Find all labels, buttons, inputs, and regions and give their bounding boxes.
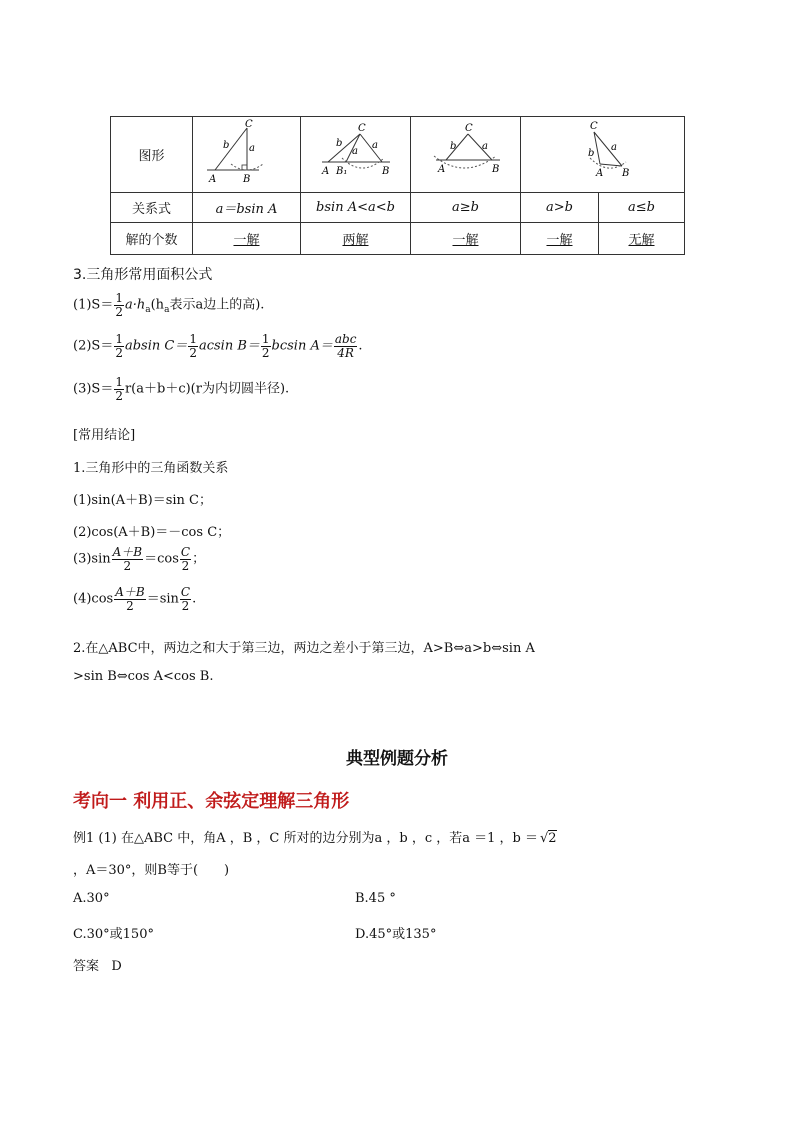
area-formula-1: (1)S＝ $\frac{1}{2}$ $a\cdot h_a(h_a$表示a边上的高). (73, 291, 265, 319)
svg-text:a: a (351, 145, 358, 157)
svg-text:A: A (437, 163, 445, 175)
svg-text:C: C (357, 122, 366, 134)
figure-case-3 (411, 117, 521, 193)
identity-4: (4)cos $\frac{A+B}{2}$ ＝sin $\frac{C}{2}$ . (73, 585, 197, 613)
row-label-solutions: 解的个数 (111, 223, 193, 255)
answer-label: 答案 (73, 959, 100, 974)
svg-text:C: C (589, 120, 598, 132)
sqrt-symbol: √ (540, 831, 549, 846)
svg-text:a: a (248, 142, 255, 154)
answer-value: D (111, 959, 122, 974)
question-line-2: ，A＝30°，则B等于( ) (73, 863, 230, 878)
svg-text:b: b (587, 147, 594, 159)
relation-4: a>b (521, 193, 599, 223)
svg-text:A: A (595, 167, 603, 179)
examples-heading: 典型例题分析 (346, 749, 448, 769)
triangle-cases-table (110, 116, 685, 255)
svg-text:b: b (222, 139, 229, 151)
conclusion-2-line2: >sin B⇔cos A<cos B. (73, 669, 214, 684)
svg-text:b: b (335, 137, 342, 149)
topic-heading: 考向一 利用正、余弦定理解三角形 (73, 791, 350, 812)
svg-text:a: a (371, 139, 378, 151)
right-triangle-figure (197, 118, 297, 188)
section3-title: 3.三角形常用面积公式 (73, 267, 213, 283)
area-formula-2: (2)S＝ $\frac{1}{2}$ absin C＝ $\frac{1}{2}$ acsin B＝ $\frac{1}{2}$ bcsin A＝ $\frac{\text{abc}}{4R}$ . (73, 332, 363, 360)
svg-text:C: C (244, 118, 253, 130)
svg-text:B₁: B₁ (335, 165, 347, 177)
svg-text:B: B (491, 163, 499, 175)
figure-case-1 (193, 117, 301, 193)
svg-text:b: b (449, 140, 456, 152)
svg-text:A: A (321, 165, 329, 177)
sqrt-radicand: 2 (548, 831, 557, 846)
svg-text:A: A (208, 173, 216, 185)
answer (73, 955, 122, 974)
solution-2: 两解 (342, 233, 369, 248)
area-formula-3: (3)S＝ $\frac{1}{2}$ r(a＋b＋c)(r为内切圆半径). (73, 375, 290, 403)
figure-case-2 (301, 117, 411, 193)
solution-3: 一解 (452, 233, 479, 248)
identity-3: (3)sin $\frac{A+B}{2}$ ＝cos $\frac{C}{2}$ ； (73, 545, 206, 573)
svg-text:B: B (381, 165, 389, 177)
svg-text:C: C (464, 122, 473, 134)
option-c: C.30°或150° (73, 927, 154, 942)
two-solution-triangle-figure (306, 118, 406, 188)
row-label-figure: 图形 (111, 117, 193, 193)
identity-1: (1)sin(A＋B)＝sin C； (73, 493, 212, 508)
option-a: A.30° (73, 891, 110, 906)
svg-text:B: B (621, 167, 629, 179)
option-d: D.45°或135° (355, 927, 437, 942)
relation-2: bsin A<a<b (301, 193, 411, 223)
solution-1: 一解 (233, 233, 260, 248)
relation-5: a≤b (599, 193, 685, 223)
common-conclusions-label: [常用结论] (73, 428, 136, 443)
question-line-1: 例1 (1) 在△ABC 中，角A ，B ，C 所对的边分别为a ，b ，c ，若a ＝1 ，b ＝ √2 (73, 831, 557, 846)
relation-1: a＝bsin A (193, 193, 301, 223)
figure-case-4 (521, 117, 685, 193)
conclusion-1-title: 1.三角形中的三角函数关系 (73, 461, 229, 476)
solution-5: 无解 (628, 233, 655, 248)
row-label-relation: 关系式 (111, 193, 193, 223)
svg-text:a: a (610, 141, 617, 153)
identity-2: (2)cos(A＋B)＝－cos C； (73, 525, 231, 540)
obtuse-side-triangle-figure (416, 118, 516, 188)
relation-3: a≥b (411, 193, 521, 223)
conclusion-2-line1: 2.在△ABC中，两边之和大于第三边，两边之差小于第三边，A>B⇔a>b⇔sin A (73, 641, 535, 656)
solution-4: 一解 (546, 233, 573, 248)
svg-text:B: B (242, 173, 250, 185)
option-b: B.45 ° (355, 891, 396, 906)
svg-text:a: a (481, 140, 488, 152)
acute-triangle-figure (528, 118, 678, 188)
